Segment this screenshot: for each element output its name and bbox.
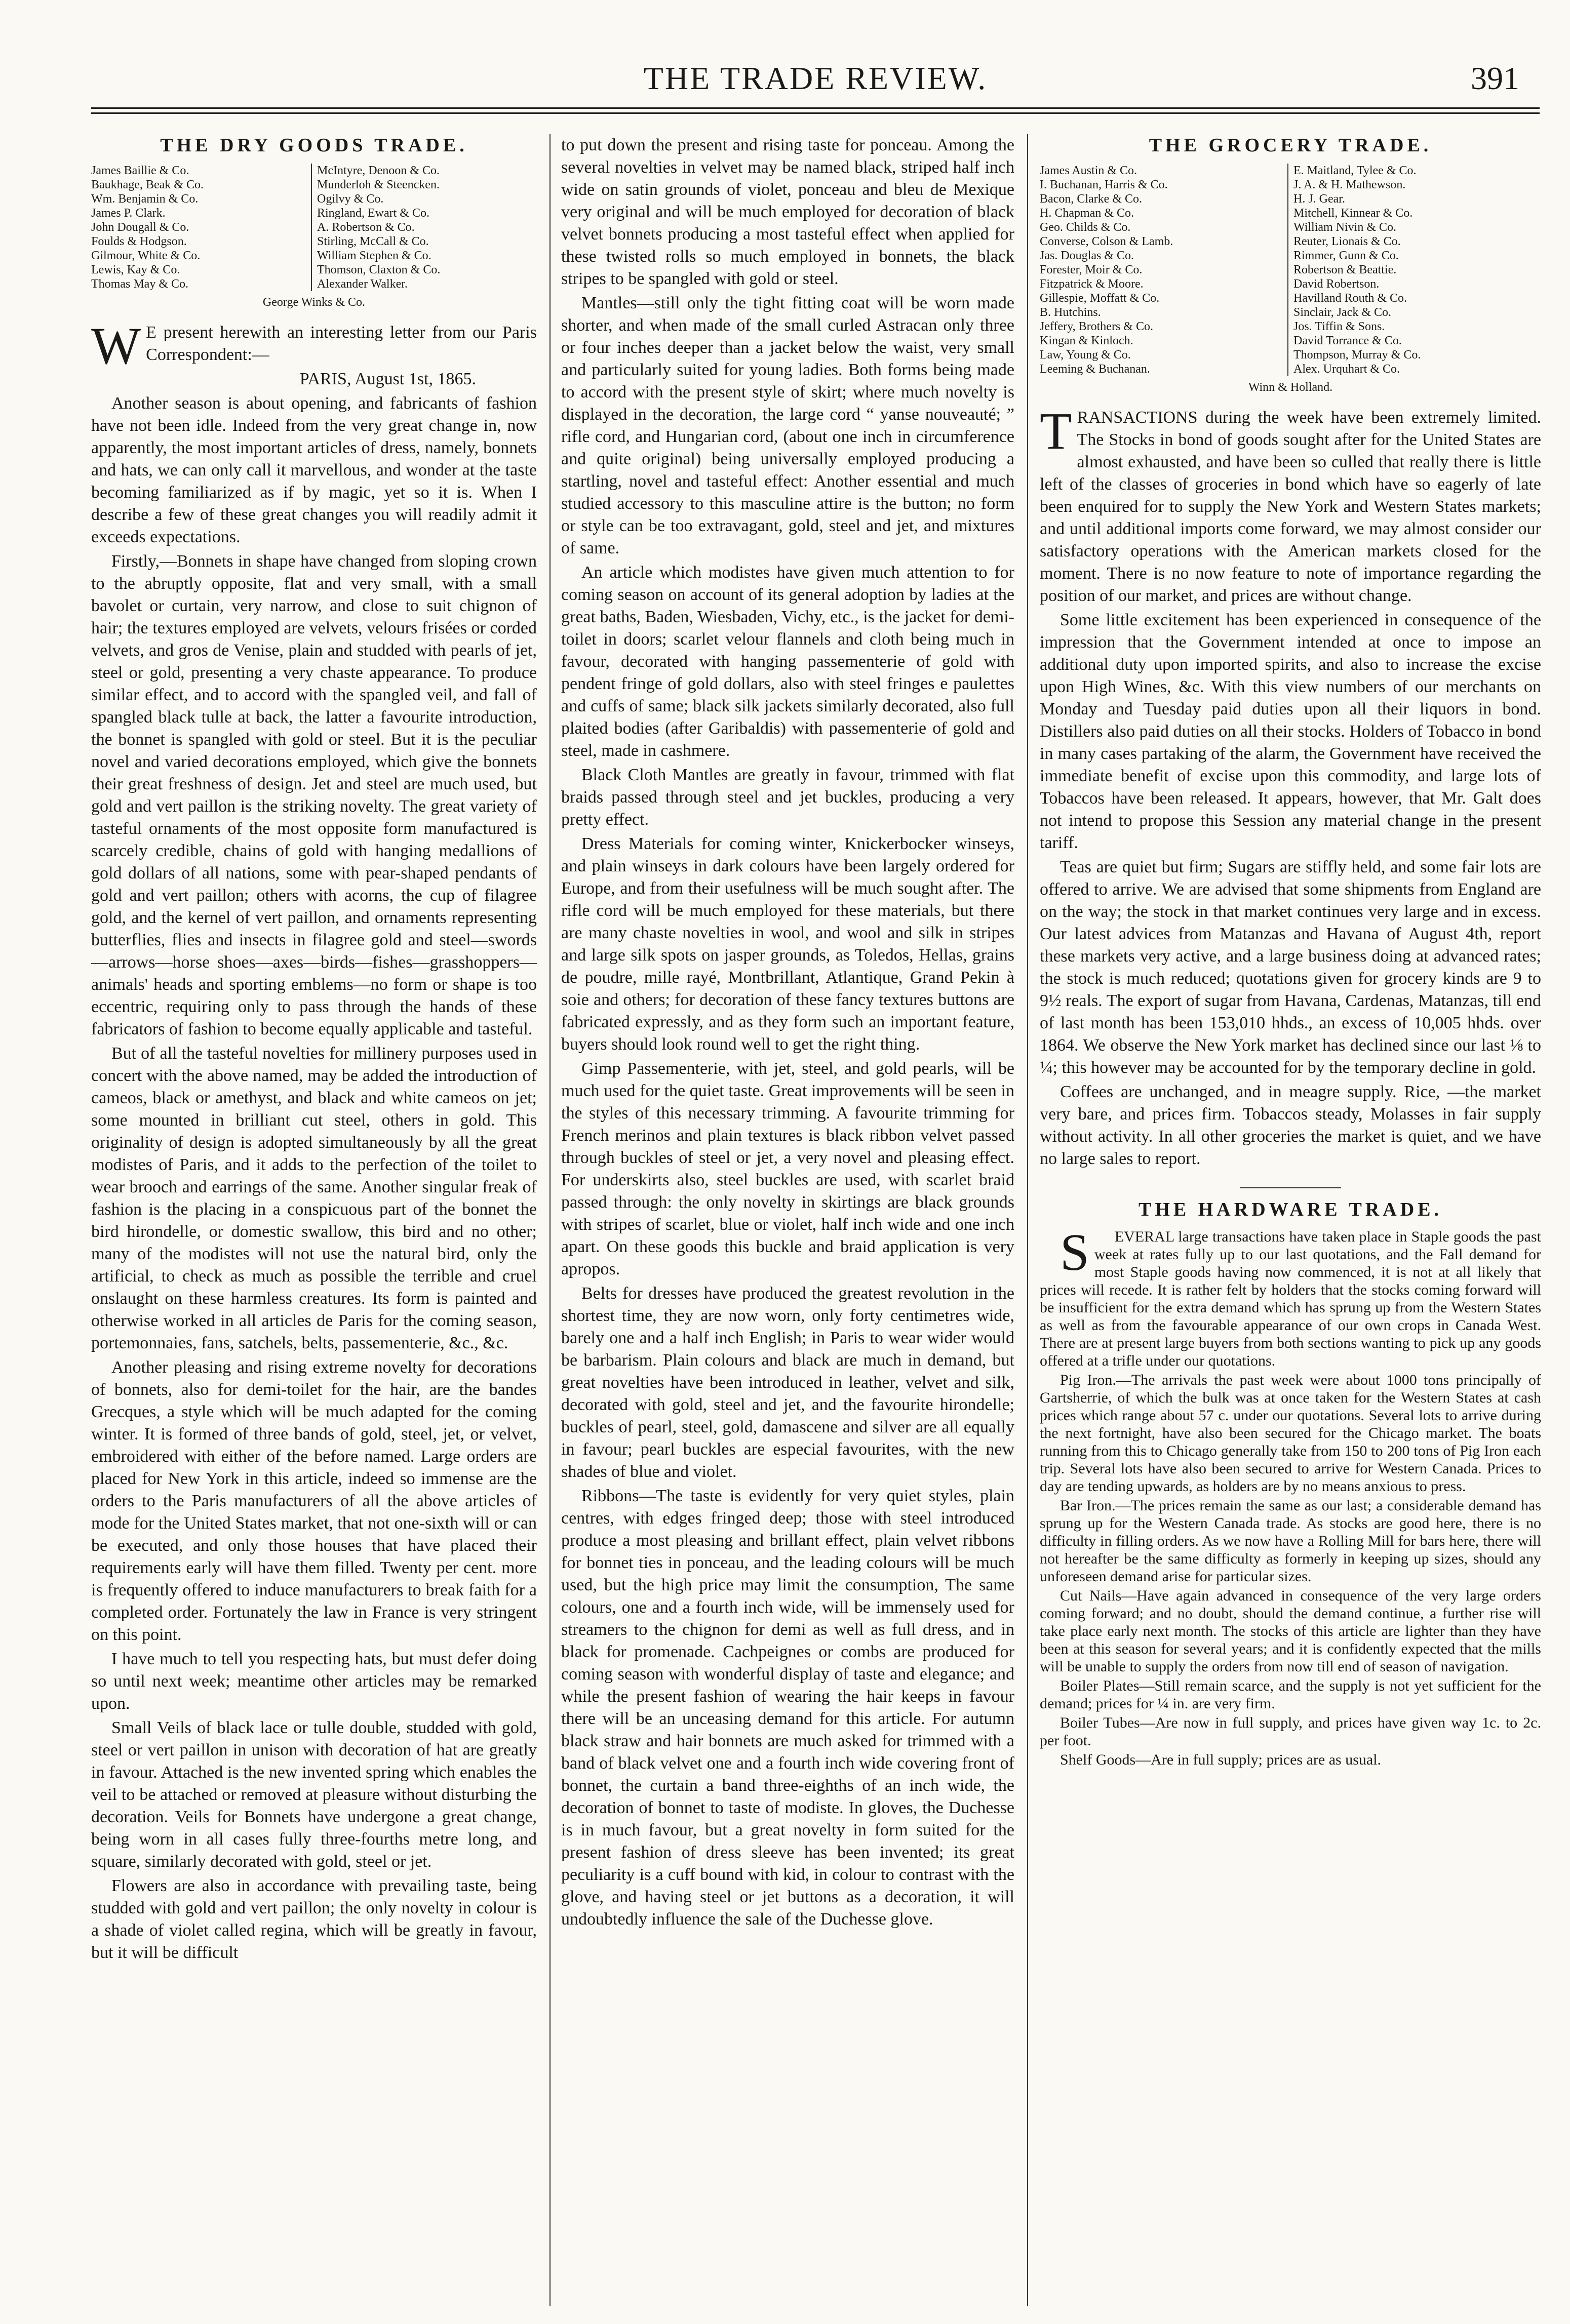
- firm-name: Sinclair, Jack & Co.: [1293, 306, 1392, 319]
- letter-intro: WE present herewith an interesting letter from our Paris Correspondent:—: [91, 317, 537, 375]
- firm-name: I. Buchanan, Harris & Co.: [1040, 178, 1168, 191]
- firm-name: Rimmer, Gunn & Co.: [1293, 249, 1399, 262]
- firm-name: Ringland, Ewart & Co.: [317, 207, 429, 220]
- firm-name: Reuter, Lionais & Co.: [1293, 235, 1401, 248]
- firm-name: Gillespie, Moffatt & Co.: [1040, 292, 1160, 305]
- article-paragraph: Shelf Goods—Are in full supply; prices are as usual.: [1060, 1751, 1382, 1768]
- article-paragraph: But of all the tasteful novelties for millinery purposes used in concert with the above named, may be added the introduction of cameos, black or amethyst, and black and white cameos on jet; some mounted in brilliant cut steel, others in gold. This originality of design is adopted simultaneously by all the great modistes of Paris, and it adds to the perfection of the toilet to wear brooch and earrings of the same. Another singular freak of fashion is the placing in a conspicuous part of the bonnet the bird hirondelle, or domestic swallow, this bird and no other; many of the modistes will not use the natural bird, only the artificial, to check as much as possible the terrible and cruel onslaught on these harmless creatures. Its form is painted and otherwise worked in all articles de Paris for the coming season, portemonnaies, fans, satchels, belts, passementerie, &c., &c.: [91, 1044, 537, 1352]
- firm-name: Havilland Routh & Co.: [1293, 292, 1407, 305]
- header-rule-top: [91, 107, 1540, 109]
- firm-name: James Baillie & Co.: [91, 164, 189, 177]
- article-paragraph: to put down the present and rising taste for ponceau. Among the several novelties in velvet may be named black, striped half inch wide on satin grounds of violet, ponceau and bleu de Mexique very original and will be much employed for decoration of black velvet bonnets producing a most tasteful effect when applied for these twisted rolls so much employed in bonnets, the black stripes to be spangled with gold or steel.: [561, 136, 1014, 288]
- firm-name: James P. Clark.: [91, 207, 166, 220]
- article-paragraph: Another season is about opening, and fabricants of fashion have not been idle. Indeed from the very great change in, now apparently, the most important articles of dress, namely, bonnets and hats, we can only call it marvellous, and wonder at the taste becoming familiarized as if by magic, yet so it is. When I describe a few of these great changes you will readily admit it exceeds expectations.: [91, 394, 537, 546]
- header-rule-bottom: [91, 112, 1540, 114]
- grocery-firms-left: [1040, 164, 1287, 376]
- firm-name: Ogilvy & Co.: [317, 192, 384, 206]
- grocery-heading: THE GROCERY TRADE.: [1149, 135, 1432, 156]
- dry-goods-firm-list: [91, 164, 537, 291]
- firm-name: H. J. Gear.: [1293, 192, 1345, 206]
- firm-name: David Torrance & Co.: [1293, 334, 1402, 347]
- article-paragraph: Gimp Passementerie, with jet, steel, and gold pearls, will be much used for the quiet taste. Great improvements will be seen in the styles of this necessary trimming. A favourite trimming for French merinos and plain textures is black ribbon velvet passed through buckles of steel or jet, a very novel and pleasing effect. For underskirts also, steel buckles are used, with scarlet braid passed through: the only novelty in skirtings are black grounds with stripes of scarlet, blue or violet, half inch wide and one inch apart. On these goods this buckle and braid application is very apropos.: [561, 1059, 1014, 1278]
- column-3: [1040, 134, 1541, 1770]
- firm-name: H. Chapman & Co.: [1040, 207, 1134, 220]
- grocery-firm-list: [1040, 164, 1541, 376]
- grocery-firms-right: [1287, 164, 1541, 376]
- firm-name: Foulds & Hodgson.: [91, 235, 187, 248]
- firm-name: E. Maitland, Tylee & Co.: [1293, 164, 1417, 177]
- article-paragraph: I have much to tell you respecting hats, but must defer doing so until next week; meantime other articles may be remarked upon.: [91, 1650, 537, 1713]
- firm-name: Alexander Walker.: [317, 277, 408, 291]
- article-paragraph: TRANSACTIONS during the week have been extremely limited. The Stocks in bond of goods sought after for the United States are almost exhausted, and have been so culled that really there is little left of the classes of groceries in bond which have so eagerly of late been enquired for to supply the New York and Western States markets; and until additional imports come forward, we may almost consider our satisfactory operations with the American markets closed for the moment. There is no now feature to note of importance regarding the position of our market, and prices are without change.: [1040, 402, 1541, 605]
- firm-name: Thompson, Murray & Co.: [1293, 348, 1421, 362]
- firm-name: David Robertson.: [1293, 277, 1380, 291]
- article-paragraph: Coffees are unchanged, and in meagre supply. Rice, —the market very bare, and prices firm. Tobaccos steady, Molasses in fair supply without activity. In all other groceries the market is quiet, and we have no large sales to report.: [1040, 1083, 1541, 1168]
- column-divider: [550, 134, 551, 2306]
- article-paragraph: SEVERAL large transactions have taken place in Staple goods the past week at rates fully up to our last quotations, and the Fall demand for most Staple goods having now commenced, it is not at all likely that prices will recede. It is rather felt by holders that the stocks coming forward will be insufficient for the extra demand which has sprung up from the Western States as well as from the favourable appearance of our own crops in Canada West. There are at present large buyers from both sections wanting to pick up any goods offered at a trifle under our quotations.: [1040, 1223, 1541, 1369]
- dry-goods-firms-left: [91, 164, 311, 291]
- article-paragraph: Boiler Tubes—Are now in full supply, and prices have given way 1c. to 2c. per foot.: [1040, 1714, 1541, 1749]
- firm-name: William Nivin & Co.: [1293, 221, 1397, 234]
- firm-name: Lewis, Kay & Co.: [91, 263, 180, 276]
- article-paragraph: Firstly,—Bonnets in shape have changed from sloping crown to the abruptly opposite, flat and very small, with a small bavolet or curtain, very narrow, and close to suit chignon of hair; the textures employed are velvets, velours frisées or corded velvets, and gros de Venise, plain and studded with pearls of jet, steel or gold, presenting a very chaste appearance. To produce similar effect, and to accord with the spangled veil, and fall of spangled black tulle at back, the latter a favourite introduction, the bonnet is spangled with gold or steel. But it is the peculiar novel and varied decorations employed, which give the bonnets their great freshness of design. Jet and steel are much used, but gold and vert paillon is the striking novelty. The great variety of tasteful ornaments of the most opposite form manufactured is scarcely credible, chains of gold with hanging medallions of gold dollars of all nations, some with pear-shaped pendants of gold and vert paillon; others with acorns, the cup of filagree gold, and the kernel of vert paillon, and ornaments representing butterflies, flies and insects in filagree gold and steel—swords—arrows—horse shoes—axes—birds—fishes—grasshoppers—animals' heads and sporting emblems—no form or shape is too eccentric, requiring only to pass through the hands of these fabricators of fashion to become equally applicable and tasteful.: [91, 552, 537, 1038]
- article-paragraph: Black Cloth Mantles are greatly in favour, trimmed with flat braids passed through steel and jet buckles, producing a very pretty effect.: [561, 766, 1014, 829]
- firm-name: Wm. Benjamin & Co.: [91, 192, 199, 206]
- firm-name: Leeming & Buchanan.: [1040, 363, 1150, 376]
- page-header: [91, 60, 1540, 110]
- firm-name: Jeffery, Brothers & Co.: [1040, 320, 1153, 333]
- firm-name: Bacon, Clarke & Co.: [1040, 192, 1142, 206]
- article-paragraph: Belts for dresses have produced the greatest revolution in the shortest time, they are now worn, only forty centimetres wide, barely one and a half inch English; in Paris to wear wider would be barbarism. Plain colours and black are much in demand, but great novelties have been introduced in leather, velvet and silk, decorated with gold, steel and jet, and the favourite hirondelle; buckles of pearl, steel, gold, damascene and silver are all equally in favour; pearl buckles are especial favourites, with the new shades of blue and violet.: [561, 1284, 1014, 1481]
- firm-name: Thomson, Claxton & Co.: [317, 263, 441, 276]
- article-paragraph: Bar Iron.—The prices remain the same as our last; a considerable demand has sprung up for the Western Canada trade. As stocks are good here, there is no difficulty in filling orders. As we now have a Rolling Mill for bars here, there will not hereafter be the same difficulty as formerly in keeping up sizes, should any unforeseen demand arise for particular sizes.: [1040, 1497, 1541, 1585]
- firm-name: James Austin & Co.: [1040, 164, 1137, 177]
- firm-name: Geo. Childs & Co.: [1040, 221, 1131, 234]
- firm-name: Winn & Holland.: [1248, 381, 1333, 394]
- firm-name: Mitchell, Kinnear & Co.: [1293, 207, 1413, 220]
- dry-goods-firms-right: [311, 164, 537, 291]
- article-paragraph: Some little excitement has been experienced in consequence of the impression that the Government intended at once to impose an additional duty upon imported spirits, and also to increase the excise upon High Wines, &c. With this view numbers of our merchants on Monday and Tuesday paid duties upon all their liquors in bond. Distillers also paid duties on all their stocks. Holders of Tobacco in bond in many cases partaking of the alarm, the Government have received the immediate benefit of excise upon this commodity, and large lots of Tobaccos have been released. It appears, however, that Mr. Galt does not intend to propose this Session any material change in the present tariff.: [1040, 611, 1541, 852]
- column-1: [91, 134, 537, 1966]
- page-number: 391: [1471, 60, 1519, 96]
- article-paragraph: Ribbons—The taste is evidently for very quiet styles, plain centres, with edges fringed deep; those with steel introduced produce a most pleasing and brillant effect, plain velvet ribbons for bonnet ties in ponceau, and the leading colours will be much used, but the high price may limit the consumption, The same colours, one and a fourth inch wide, will be immensely used for streamers to the chignon for demi as well as full dress, and in black for promenade. Cachpeignes or combs are produced for coming season with wonderful display of taste and elegance; and while the present fashion of wearing the hair keeps in favour there will be an unceasing demand for this article. For autumn black straw and hair bonnets are much asked for trimmed with a band of black velvet one and a fourth inch wide covering front of bonnet, the curtain a band three-eighths of an inch wide, the decoration of bonnet to taste of modiste. In gloves, the Duchesse is in much favour, but a great novelty in form suited for the present fashion of dress sleeve has been invented; its great peculiarity is a cuff bound with kid, in colour to contrast with the glove, and having steel or jet buttons as a decoration, it will undoubtedly influence the sale of the Duchesse glove.: [561, 1487, 1014, 1929]
- article-paragraph: Pig Iron.—The arrivals the past week were about 1000 tons principally of Gartsherrie, of which the bulk was at once taken for the Western States at cash prices which range about 57 c. under our quotations. Several lots to arrive during the next fortnight, have also been secured for the Chicago market. The boats running from this to Chicago generally take from 150 to 200 tons of Pig Iron each trip. Several lots have also been secured to arrive for Western Canada. Prices to day are tending upwards, as holders are by no means anxious to press.: [1040, 1372, 1541, 1495]
- running-title: THE TRADE REVIEW.: [643, 60, 988, 96]
- firm-name: Munderloh & Steencken.: [317, 178, 440, 191]
- article-paragraph: Mantles—still only the tight fitting coat will be worn made shorter, and when made of the small curled Astracan only three or four inches deeper than a jacket below the waist, very small and particularly suited for young ladies. Both forms being made to accord with the present style of skirt; where much novelty is displayed in the decoration, the large cord “ yanse nouveauté; ” rifle cord, and Hungarian cord, (about one inch in circumference and quite original) being universally employed producing a startling, novel and tasteful effect: Another essential and much studied accessory to this masculine attire is the button; no form or style can be too extravagant, gold, steel and jet, and mixtures of same.: [561, 294, 1014, 557]
- article-paragraph: Boiler Plates—Still remain scarce, and the supply is not yet sufficient for the demand; prices for ¼ in. are very firm.: [1040, 1677, 1541, 1712]
- firm-name: Forester, Moir & Co.: [1040, 263, 1143, 276]
- firm-name: Alex. Urquhart & Co.: [1293, 363, 1400, 376]
- hardware-body: [1040, 1223, 1541, 1769]
- article-paragraph: Cut Nails—Have again advanced in consequence of the very large orders coming forward; and no doubt, should the demand continue, a further rise will take place early next month. The stocks of this article are lighter than they have been at this season for several years; and it is confidently expected that the mills will be unable to supply the orders from now till end of season of navigation.: [1040, 1587, 1541, 1675]
- hardware-heading: THE HARDWARE TRADE.: [1139, 1199, 1442, 1220]
- firm-name: Jas. Douglas & Co.: [1040, 249, 1134, 262]
- firm-name: Jos. Tiffin & Sons.: [1293, 320, 1385, 333]
- firm-name: Stirling, McCall & Co.: [317, 235, 429, 248]
- firm-name: Law, Young & Co.: [1040, 348, 1131, 362]
- firm-name: John Dougall & Co.: [91, 221, 189, 234]
- firm-name: Gilmour, White & Co.: [91, 249, 201, 262]
- firm-name: Converse, Colson & Lamb.: [1040, 235, 1173, 248]
- firm-name: William Stephen & Co.: [317, 249, 431, 262]
- firm-name: Robertson & Beattie.: [1293, 263, 1397, 276]
- article-paragraph: Small Veils of black lace or tulle double, studded with gold, steel or vert paillon in unison with decoration of hat are greatly in favour. Attached is the new invented spring which enables the veil to be attached or removed at pleasure without disturbing the decoration. Veils for Bonnets have undergone a great change, being worn in all cases fully three-fourths metre long, and square, similarly decorated with gold, steel or jet.: [91, 1718, 537, 1871]
- firm-name: J. A. & H. Mathewson.: [1293, 178, 1406, 191]
- firm-name: George Winks & Co.: [262, 296, 366, 309]
- dateline: PARIS, August 1st, 1865.: [299, 370, 476, 388]
- dry-goods-heading: THE DRY GOODS TRADE.: [160, 135, 468, 156]
- firm-name: Thomas May & Co.: [91, 277, 188, 291]
- article-paragraph: An article which modistes have given much attention to for coming season on account of its general adoption by ladies at the great baths, Baden, Wiesbaden, Vichy, etc., is the jacket for demi-toilet in doors; scarlet velour flannels and cloth being much in favour, decorated with hanging passementerie of gold with pendent fringe of gold dollars, also with steel fringes e paulettes and cuffs of same; black silk jackets similarly decorated, also full plaited bodies (after Garibaldis) with passementerie of gold and steel, made in cashmere.: [561, 563, 1014, 760]
- article-paragraph: Teas are quiet but firm; Sugars are stiffly held, and some fair lots are offered to arrive. We are advised that some shipments from England are on the way; the stock in that market continues very large and in excess. Our latest advices from Matanzas and Havana of August 4th, report these markets very active, and a large business doing at advanced rates; the stock is much reduced; quotations given for grocery kinds are 9 to 9½ reals. The export of sugar from Havana, Cardenas, Matanzas, till end of last month has been 153,010 hhds., an excess of 10,005 hhds. over 1864. We observe the New York market has declined since our last ⅛ to ¼; this however may be accounted for by the temporary decline in gold.: [1040, 858, 1541, 1077]
- column-2: [561, 134, 1014, 1933]
- article-paragraph: Another pleasing and rising extreme novelty for decorations of bonnets, also for demi-toilet for the hair, are the bandes Grecques, a style which will be much adapted for the coming winter. It is formed of three bands of gold, steel, jet, or velvet, embroidered with either of the before named. Large orders are placed for New York in this article, indeed so immense are the orders to the Paris manufacturers of all the above articles of mode for the United States market, that not one-sixth will or can be executed, and only those houses that have placed their requirements early will have them filled. Twenty per cent. more is frequently offered to induce manufacturers to break faith for a completed order. Fortunately the law in France is very stringent on this point.: [91, 1358, 537, 1644]
- article-paragraph: Flowers are also in accordance with prevailing taste, being studded with gold and vert paillon; the only novelty in colour is a shade of violet called regina, which will be greatly in favour, but it will be difficult: [91, 1876, 537, 1962]
- firm-name: Fitzpatrick & Moore.: [1040, 277, 1144, 291]
- firm-name: B. Hutchins.: [1040, 306, 1101, 319]
- firm-name: A. Robertson & Co.: [317, 221, 415, 234]
- firm-name: Kingan & Kinloch.: [1040, 334, 1133, 347]
- firm-name: McIntyre, Denoon & Co.: [317, 164, 440, 177]
- firm-name: Baukhage, Beak & Co.: [91, 178, 204, 191]
- column-divider: [1027, 134, 1028, 2306]
- article-paragraph: Dress Materials for coming winter, Knickerbocker winseys, and plain winseys in dark colours have been largely ordered for Europe, and from their usefulness will be much sought after. The rifle cord will be much employed for these materials, but there are many chaste novelties in wool, and wool and silk in stripes and large silk spots on jasper grounds, as Toledos, Hellas, grains de poudre, mille rayé, Montbrillant, Atlantique, Grand Pekin à soie and others; for decoration of these fancy textures buttons are fabricated expressly, and as they form such an important feature, buyers should look round well to get the right thing.: [561, 834, 1014, 1054]
- section-divider: [1240, 1187, 1341, 1188]
